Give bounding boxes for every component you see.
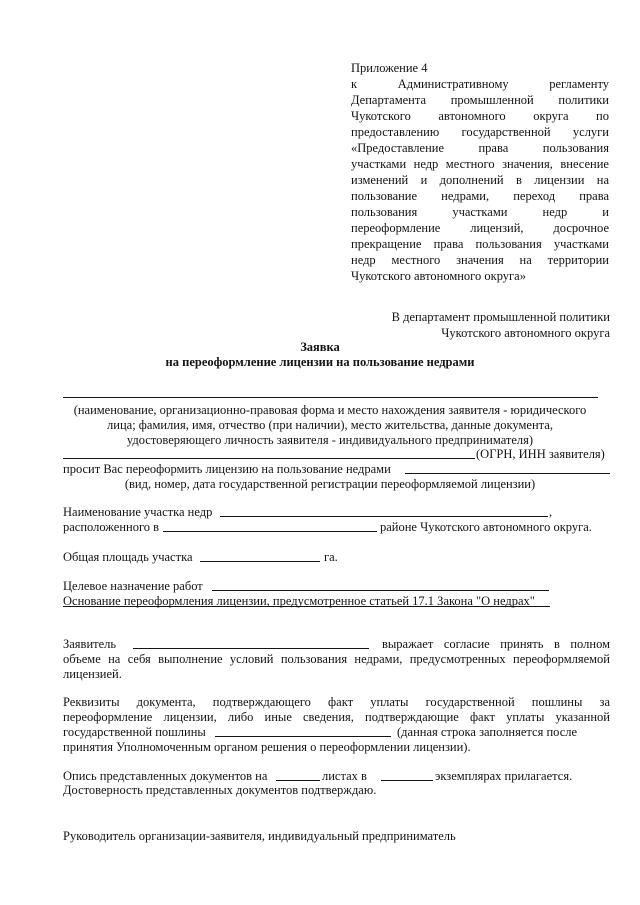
consent-applicant-blank-line[interactable] (133, 648, 369, 649)
copies-blank-line[interactable] (381, 780, 433, 781)
fee-line-3-end: (данная строка заполняется после (397, 725, 578, 739)
addressee-line-2: Чукотского автономного округа (441, 326, 610, 340)
inventory-text-a: Опись представленных документов на (63, 769, 268, 783)
fee-line-1: Реквизиты документа, подтверждающего факт уплаты государственной пошлины за (63, 695, 610, 709)
applicant-caption-1: (наименование, организационно-правовая форма и место нахождения заявителя - юридического (73, 403, 587, 417)
consent-label: Заявитель (63, 637, 117, 651)
inventory-text-b: листах в (322, 769, 367, 783)
site-district-text: районе Чукотского автономного округа. (380, 520, 592, 534)
consent-line-2: объеме на себя выполнение условий пользования недрами, предусмотренных переоформляемой (63, 652, 610, 666)
applicant-caption-2: лица; фамилия, имя, отчество (при наличии), место жительства, данные документа, (107, 418, 553, 432)
ogrn-caption: (ОГРН, ИНН заявителя) (476, 447, 605, 461)
appendix-line: пользование недрами, переход права (351, 189, 609, 203)
applicant-blank-line[interactable] (63, 397, 598, 398)
fee-line-3-start: государственной пошлины (63, 725, 206, 739)
addressee-line-1: В департамент промышленной политики (391, 310, 610, 324)
consent-line-3: лицензией. (63, 667, 122, 681)
appendix-line: пользования участками недр и (351, 205, 609, 219)
document-title: Заявка (300, 340, 340, 354)
appendix-line: прекращение права пользования участками (351, 237, 609, 251)
appendix-line: Департамента промышленной политики (351, 93, 609, 107)
site-name-blank-line[interactable] (220, 516, 548, 517)
appendix-line: недр местного значения на территории (351, 253, 609, 267)
basis-blank-line[interactable] (63, 606, 550, 607)
appendix-line: предоставлению государственной услуги (351, 125, 609, 139)
appendix-line: «Предоставление права пользования (351, 141, 609, 155)
site-located-label: расположенного в (63, 520, 160, 534)
signature-head: Руководитель организации-заявителя, индивидуальный предприниматель (63, 829, 456, 843)
fee-line-4: принятия Уполномоченным органом решения о переоформлении лицензии). (63, 740, 471, 754)
consent-line-1-rest: выражает согласие принять в полном (382, 637, 610, 651)
appendix-line: участками недр местного значения, внесение (351, 157, 609, 171)
inventory-text-c: экземплярах прилагается. (435, 769, 573, 783)
site-name-label: Наименование участка недр (63, 505, 213, 519)
area-unit: га. (324, 550, 338, 564)
license-blank-line[interactable] (405, 473, 610, 474)
fee-line-2: переоформление лицензии, либо иные сведения, подтверждающие факт уплаты указанной (63, 710, 610, 724)
appendix-line: Чукотского автономного округа» (351, 269, 526, 283)
docs-confirm: Достоверность представленных документов подтверждаю. (63, 783, 377, 797)
appendix-block (351, 60, 609, 284)
request-text: просит Вас переоформить лицензию на пользование недрами (63, 462, 391, 476)
appendix-line: Чукотского автономного округа по (351, 109, 609, 123)
request-caption: (вид, номер, дата государственной регистрации переоформляемой лицензии) (124, 477, 536, 491)
fee-blank-line[interactable] (215, 736, 391, 737)
area-blank-line[interactable] (200, 561, 320, 562)
sheets-blank-line[interactable] (276, 780, 320, 781)
site-name-comma: , (549, 505, 553, 519)
ogrn-blank-line[interactable] (63, 458, 475, 459)
appendix-line: к Административному регламенту (351, 77, 609, 91)
appendix-line: переоформление лицензий, досрочное (351, 221, 609, 235)
site-district-blank-line[interactable] (163, 531, 377, 532)
purpose-blank-line[interactable] (212, 590, 549, 591)
purpose-basis: Основание переоформления лицензии, предусмотренное статьей 17.1 Закона "О недрах" (63, 594, 535, 608)
document-subtitle: на переоформление лицензии на пользование недрами (165, 355, 475, 369)
area-label: Общая площадь участка (63, 550, 193, 564)
appendix-number: Приложение 4 (351, 61, 428, 75)
purpose-label: Целевое назначение работ (63, 579, 203, 593)
appendix-line: изменений и дополнений в лицензии на (351, 173, 609, 187)
applicant-caption-3: удостоверяющего личность заявителя - индивидуального предпринимателя) (126, 433, 534, 447)
